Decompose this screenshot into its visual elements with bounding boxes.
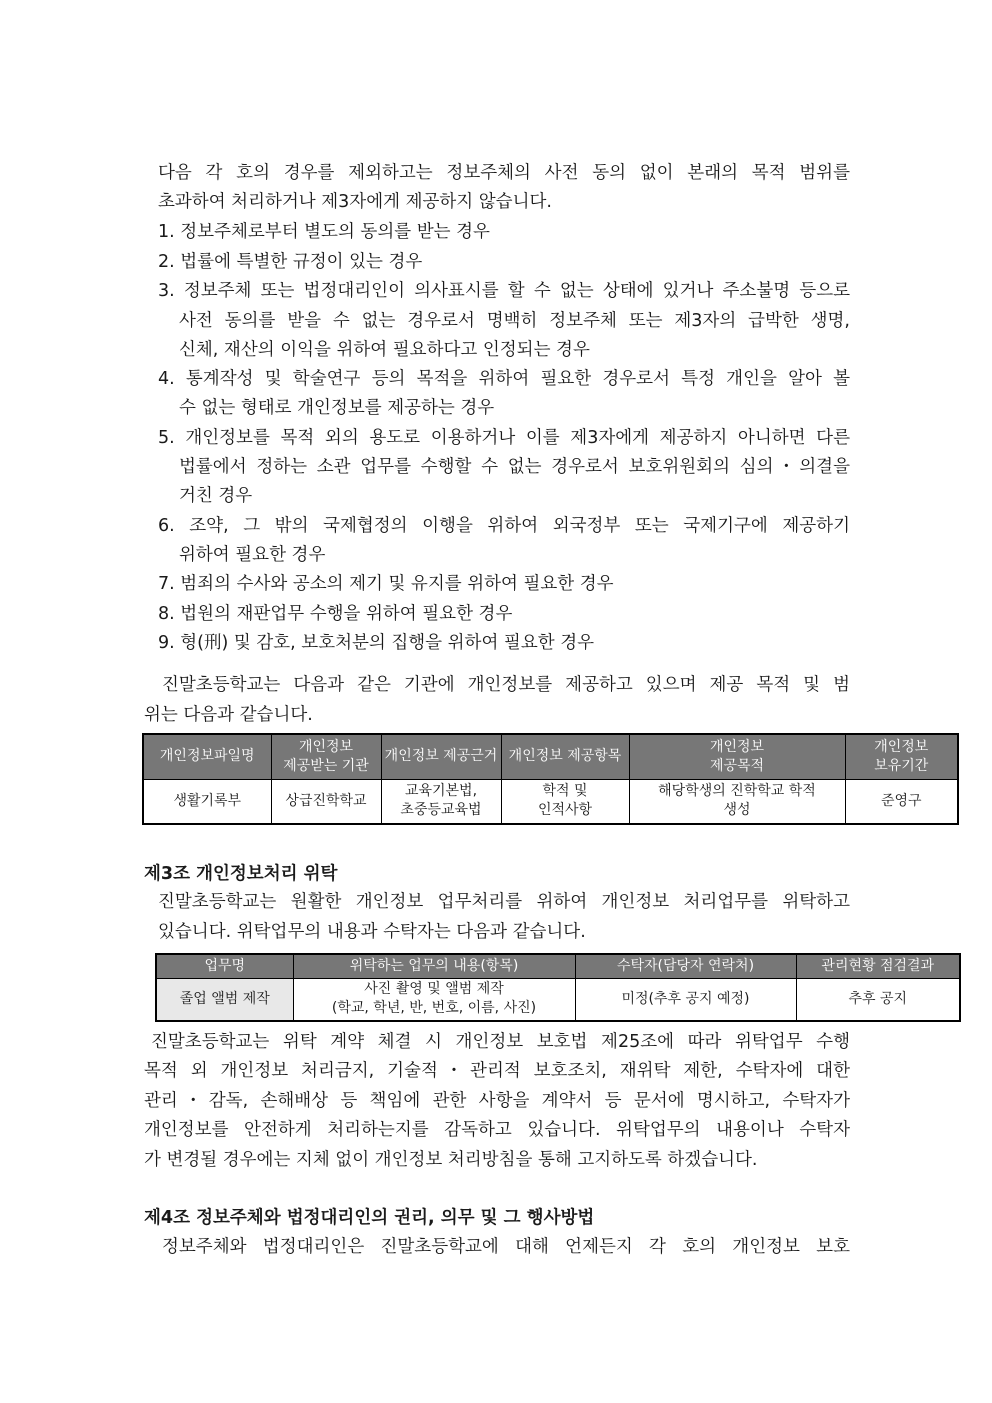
cell-contractor: 미정(추후 공지 예정) [575, 978, 796, 1021]
provision-line-2: 위는 다음과 같습니다. [144, 705, 313, 725]
article-3-line-1: 진말초등학교는 원활한 개인정보 업무처리를 위하여 개인정보 처리업무를 위탁하고 [158, 892, 850, 912]
consign-note-line-5: 가 변경될 경우에는 지체 없이 개인정보 처리방침을 통해 고지하도록 하겠습니다. [144, 1150, 758, 1170]
exception-item-3-line-2: 사전 동의를 받을 수 없는 경우로서 명백히 정보주체 또는 제3자의 급박한 생명, [179, 311, 850, 331]
header-task-name: 업무명 [156, 954, 293, 978]
cell-task-content-line-2: (학교, 학년, 반, 번호, 이름, 사진) [331, 1000, 537, 1017]
table-row [143, 779, 958, 824]
exception-item-8: 8. 법원의 재판업무 수행을 위하여 필요한 경우 [158, 604, 513, 624]
consign-note-line-3: 관리・감독, 손해배상 등 책임에 관한 사항을 계약서 등 문서에 명시하고, 수탁자가 [144, 1091, 850, 1111]
consignment-table [155, 953, 961, 1022]
header-inspection-result: 관리현황 점검결과 [796, 954, 960, 978]
exception-item-2: 2. 법률에 특별한 규정이 있는 경우 [158, 252, 423, 272]
cell-task-content-line-1: 사진 촬영 및 앨범 제작 [364, 981, 504, 998]
table-row [156, 978, 960, 1021]
exception-item-3-line-1: 3. 정보주체 또는 법정대리인이 의사표시를 할 수 없는 상태에 있거나 주소불명 등으로 [158, 281, 850, 301]
provision-table-header-row [143, 734, 958, 779]
provision-table [142, 733, 959, 825]
cell-items-line-1: 학적 및 [542, 783, 588, 800]
header-recipient-line-1: 개인정보 [298, 738, 354, 755]
exception-item-6-line-1: 6. 조약, 그 밖의 국제협정의 이행을 위하여 외국정부 또는 국제기구에 제공하기 [158, 516, 850, 536]
consign-note-line-1: 진말초등학교는 위탁 계약 체결 시 개인정보 보호법 제25조에 따라 위탁업무 수행 [151, 1032, 850, 1052]
cell-items-line-2: 인적사항 [537, 802, 593, 819]
exception-item-5-line-1: 5. 개인정보를 목적 외의 용도로 이용하거나 이를 제3자에게 제공하지 아니하면 다른 [158, 428, 850, 448]
article-3-title: 제3조 개인정보처리 위탁 [144, 864, 338, 884]
header-basis: 개인정보 제공근거 [381, 734, 501, 779]
intro-line-1: 다음 각 호의 경우를 제외하고는 정보주체의 사전 동의 없이 본래의 목적 범위를 [158, 163, 850, 183]
header-items: 개인정보 제공항목 [501, 734, 629, 779]
provision-line-1: 진말초등학교는 다음과 같은 기관에 개인정보를 제공하고 있으며 제공 목적 및 범 [162, 675, 850, 695]
cell-purpose-line-1: 해당학생의 진학학교 학적 [658, 783, 816, 800]
cell-purpose-line-2: 생성 [723, 802, 751, 819]
exception-item-3-line-3: 신체, 재산의 이익을 위하여 필요하다고 인정되는 경우 [179, 340, 590, 360]
exception-item-1: 1. 정보주체로부터 별도의 동의를 받는 경우 [158, 222, 490, 242]
header-file-name: 개인정보파일명 [143, 734, 271, 779]
header-purpose-line-2: 제공목적 [709, 757, 765, 774]
cell-inspection-result: 추후 공지 [796, 978, 960, 1021]
cell-file-name: 생활기록부 [143, 779, 271, 824]
exception-item-7: 7. 범죄의 수사와 공소의 제기 및 유지를 위하여 필요한 경우 [158, 574, 614, 594]
header-recipient [271, 734, 381, 779]
consign-note-line-4: 개인정보를 안전하게 처리하는지를 감독하고 있습니다. 위탁업무의 내용이나 수탁자 [144, 1120, 850, 1140]
cell-basis [381, 779, 501, 824]
header-recipient-line-2: 제공받는 기관 [283, 757, 369, 774]
article-4-line-1: 정보주체와 법정대리인은 진말초등학교에 대해 언제든지 각 호의 개인정보 보호 [162, 1237, 850, 1257]
cell-items [501, 779, 629, 824]
header-purpose [629, 734, 845, 779]
cell-basis-line-2: 초중등교육법 [400, 802, 482, 819]
article-3-line-2: 있습니다. 위탁업무의 내용과 수탁자는 다음과 같습니다. [158, 922, 586, 942]
cell-purpose [629, 779, 845, 824]
header-retention-line-1: 개인정보 [874, 738, 929, 755]
intro-line-2: 초과하여 처리하거나 제3자에게 제공하지 않습니다. [158, 192, 552, 212]
consignment-table-header-row [156, 954, 960, 978]
exception-item-9: 9. 형(刑) 및 감호, 보호처분의 집행을 위하여 필요한 경우 [158, 633, 595, 653]
header-retention-line-2: 보유기간 [874, 757, 929, 774]
cell-task-name: 졸업 앨범 제작 [156, 978, 293, 1021]
header-contractor: 수탁자(담당자 연락처) [575, 954, 796, 978]
header-retention [845, 734, 958, 779]
article-4-title: 제4조 정보주체와 법정대리인의 권리, 의무 및 그 행사방법 [144, 1208, 595, 1228]
exception-item-4-line-1: 4. 통계작성 및 학술연구 등의 목적을 위하여 필요한 경우로서 특정 개인을 알아 볼 [158, 369, 850, 389]
exception-item-4-line-2: 수 없는 형태로 개인정보를 제공하는 경우 [179, 398, 495, 418]
header-purpose-line-1: 개인정보 [709, 738, 765, 755]
exception-item-6-line-2: 위하여 필요한 경우 [179, 545, 326, 565]
cell-task-content [293, 978, 575, 1021]
cell-retention: 준영구 [845, 779, 958, 824]
cell-recipient: 상급진학학교 [271, 779, 381, 824]
exception-item-5-line-3: 거친 경우 [179, 486, 253, 506]
header-task-content: 위탁하는 업무의 내용(항목) [293, 954, 575, 978]
consign-note-line-2: 목적 외 개인정보 처리금지, 기술적・관리적 보호조치, 재위탁 제한, 수탁자에 대한 [144, 1061, 850, 1081]
exception-item-5-line-2: 법률에서 정하는 소관 업무를 수행할 수 없는 경우로서 보호위원회의 심의・의결을 [179, 457, 850, 477]
cell-basis-line-1: 교육기본법, [404, 783, 478, 800]
